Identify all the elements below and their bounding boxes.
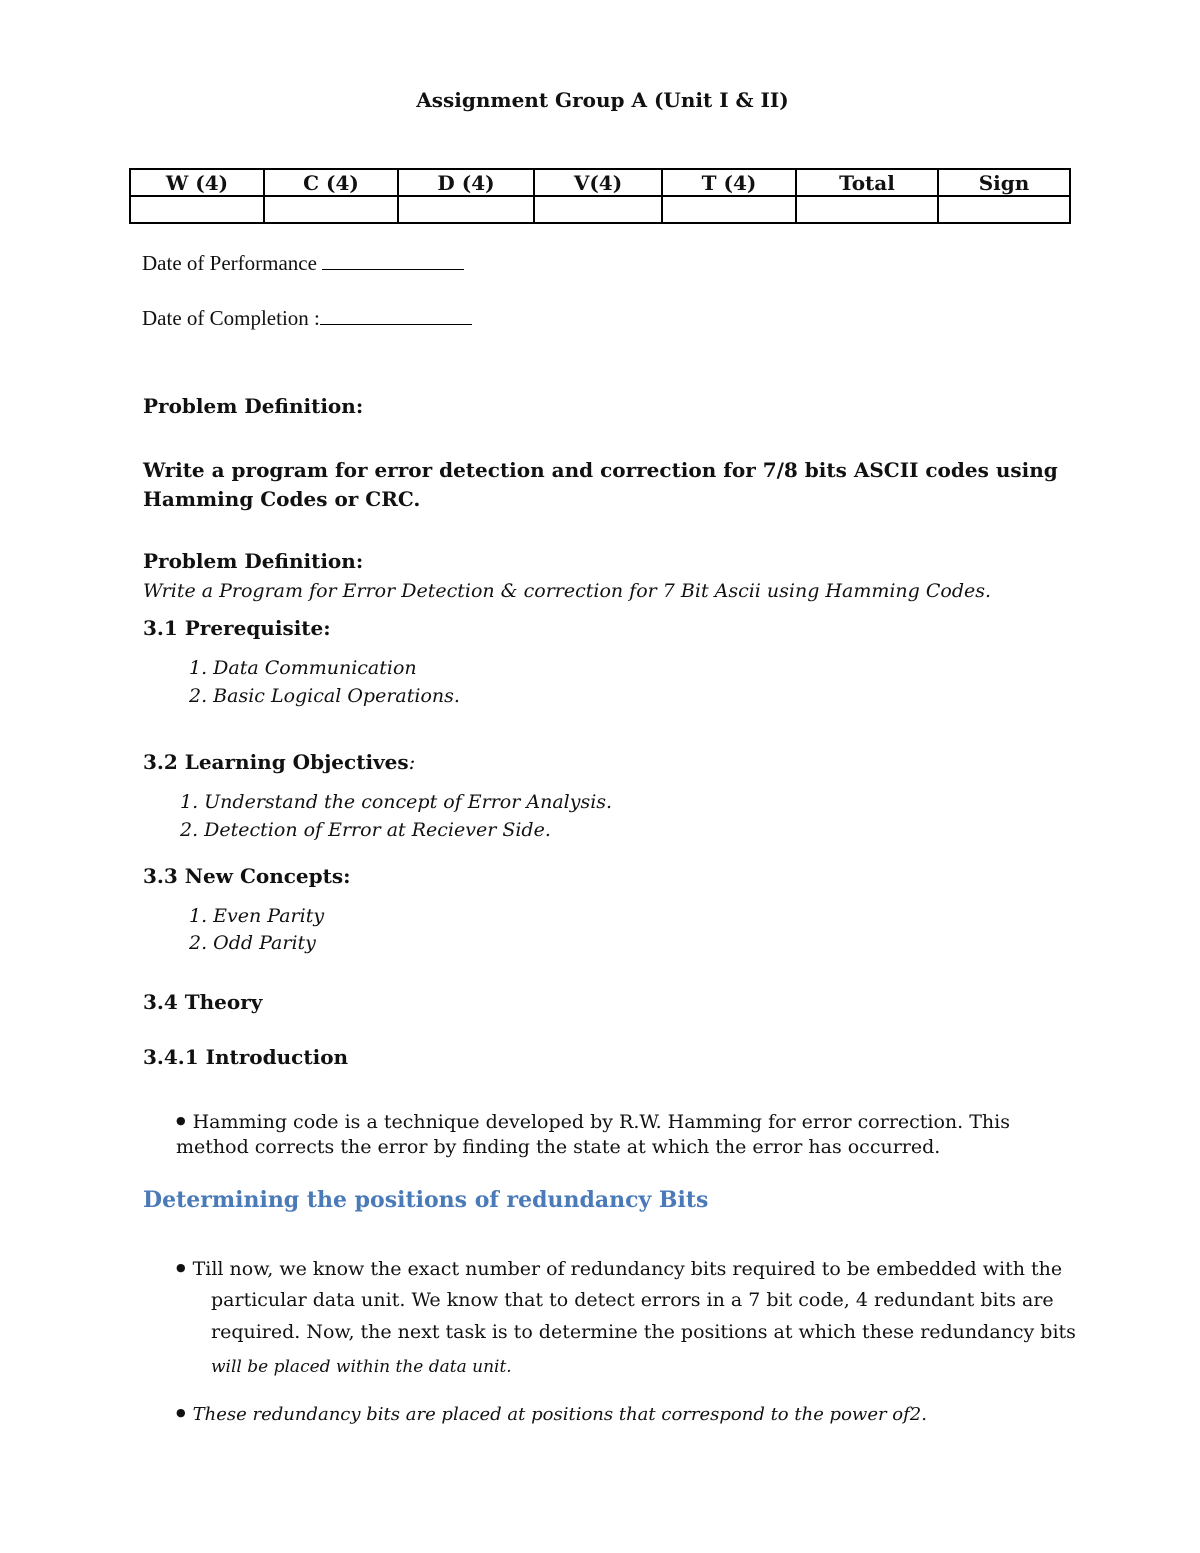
grade-value-cell[interactable]	[534, 196, 662, 223]
theory-heading: 3.4 Theory	[143, 990, 263, 1014]
redundancy-para-line1-text: Till now, we know the exact number of redundancy bits required to be embedded with the	[192, 1258, 1063, 1280]
learning-objectives-heading-text: 3.2 Learning Objectives	[143, 750, 409, 774]
grade-value-cell[interactable]	[264, 196, 398, 223]
grade-header-cell: V(4)	[534, 169, 662, 196]
problem-definition-heading-2: Problem Definition:	[143, 549, 364, 573]
page-title: Assignment Group A (Unit I & II)	[416, 88, 789, 112]
introduction-heading: 3.4.1 Introduction	[143, 1045, 349, 1069]
date-of-performance-label: Date of Performance	[142, 251, 317, 275]
bullet-icon: ●	[176, 1406, 186, 1419]
grade-value-cell[interactable]	[130, 196, 264, 223]
problem-definition-text-2: Write a Program for Error Detection & correction for 7 Bit Ascii using Hamming Codes.	[143, 580, 992, 602]
redundancy-para-line2: particular data unit. We know that to detect errors in a 7 bit code, 4 redundant bits are	[211, 1289, 1054, 1311]
learning-objective-item: 2. Detection of Error at Reciever Side.	[180, 819, 551, 841]
grade-header-cell: T (4)	[662, 169, 796, 196]
new-concept-item: 2. Odd Parity	[189, 932, 316, 954]
date-of-completion-label: Date of Completion :	[142, 306, 320, 330]
redundancy-para-2	[176, 1399, 927, 1428]
date-of-completion-blank[interactable]	[320, 306, 472, 325]
introduction-line2: method corrects the error by finding the state at which the error has occurred.	[176, 1136, 941, 1158]
date-of-completion-field	[142, 306, 472, 331]
redundancy-heading: Determining the positions of redundancy Bits	[143, 1187, 709, 1213]
introduction-line1	[176, 1107, 1010, 1136]
redundancy-para-line4: will be placed within the data unit.	[211, 1357, 512, 1377]
introduction-line1-text: Hamming code is a technique developed by R.W. Hamming for error correction. This	[192, 1111, 1010, 1133]
learning-objectives-heading	[143, 750, 415, 774]
problem-definition-heading: Problem Definition:	[143, 394, 364, 418]
prerequisite-item: 2. Basic Logical Operations.	[189, 685, 460, 707]
bullet-icon: ●	[176, 1114, 186, 1127]
problem-definition-text-line1: Write a program for error detection and correction for 7/8 bits ASCII codes using	[143, 458, 1058, 482]
grade-value-cell[interactable]	[796, 196, 938, 223]
date-of-performance-field	[142, 251, 464, 276]
grade-header-cell: Total	[796, 169, 938, 196]
grade-header-cell: W (4)	[130, 169, 264, 196]
grade-value-cell[interactable]	[938, 196, 1070, 223]
grade-header-cell: C (4)	[264, 169, 398, 196]
redundancy-para-line1	[176, 1254, 1062, 1283]
problem-definition-text-line2: Hamming Codes or CRC.	[143, 487, 421, 511]
date-of-performance-blank[interactable]	[322, 251, 464, 270]
grade-header-cell: D (4)	[398, 169, 534, 196]
new-concepts-heading: 3.3 New Concepts:	[143, 864, 351, 888]
prerequisite-item: 1. Data Communication	[189, 657, 417, 679]
grade-header-cell: Sign	[938, 169, 1070, 196]
redundancy-para-line3: required. Now, the next task is to determine the positions at which these redundancy bits	[211, 1321, 1076, 1343]
grade-value-cell[interactable]	[662, 196, 796, 223]
bullet-icon: ●	[176, 1261, 186, 1274]
grade-table-header-row	[130, 169, 1070, 196]
grade-value-cell[interactable]	[398, 196, 534, 223]
redundancy-para-2-text: These redundancy bits are placed at positions that correspond to the power of2.	[192, 1404, 927, 1425]
prerequisite-heading: 3.1 Prerequisite:	[143, 616, 331, 640]
grade-table-value-row	[130, 196, 1070, 223]
grade-table	[129, 168, 1071, 224]
learning-objective-item: 1. Understand the concept of Error Analysis.	[180, 791, 613, 813]
learning-objectives-heading-colon: :	[408, 750, 416, 774]
new-concept-item: 1. Even Parity	[189, 905, 325, 927]
